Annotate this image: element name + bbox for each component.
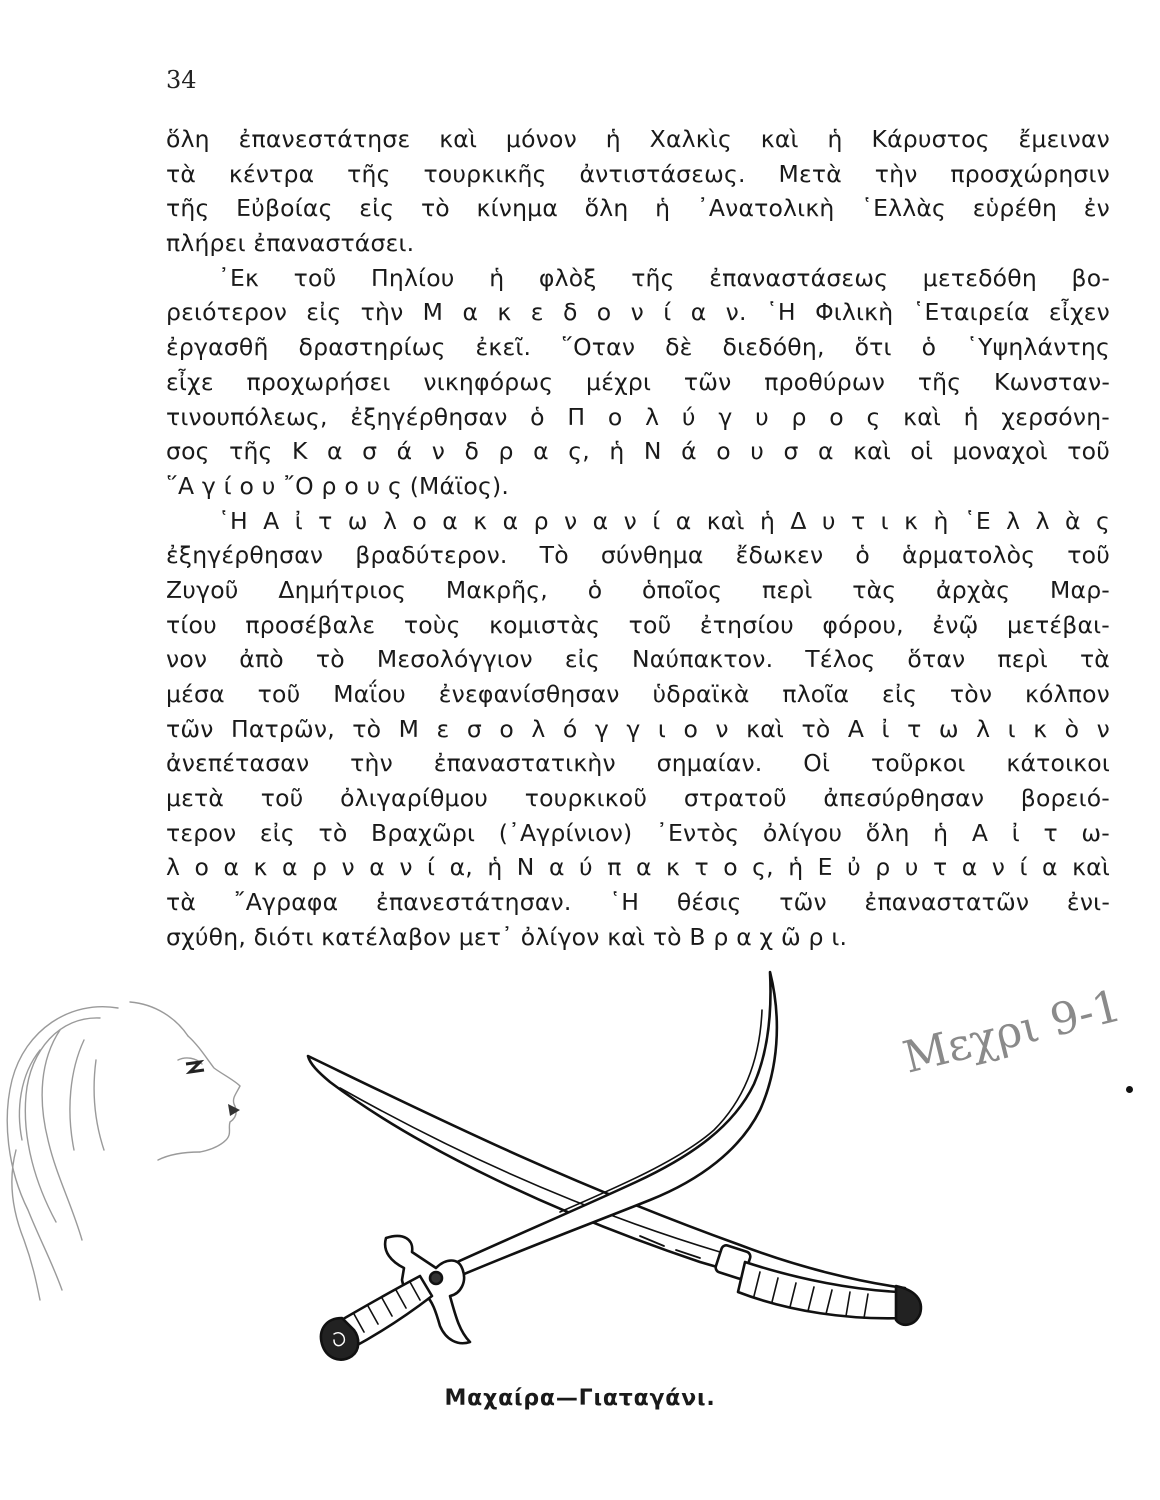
text-line-13: ἐξηγέρθησαν βραδύτερον. Τὸ σύνθημα ἔδωκεν ὁ ἁρματολὸς τοῦ [166, 541, 1110, 570]
illustration-caption: Μαχαίρα—Γιαταγάνι. [444, 1386, 716, 1411]
body-text [166, 122, 1110, 955]
text-line-23: τὰ ῎Αγραφα ἐπανεστάτησαν. ῾Η θέσις τῶν ἐπαναστατῶν ἐνι- [166, 888, 1110, 917]
ink-dot [1126, 1086, 1133, 1093]
text-line-4: πλήρει ἐπαναστάσει. [166, 229, 415, 258]
illustration-area [0, 960, 1160, 1380]
text-line-9: τινουπόλεως, ἐξηγέρθησαν ὁ Π ο λ ύ γ υ ρ ο ς καὶ ἡ χερσόνη- [166, 402, 1110, 431]
text-line-1: ὅλη ἐπανεστάτησε καὶ μόνον ἡ Χαλκὶς καὶ ἡ Κάρυστος ἔμειναν [166, 125, 1110, 153]
page-number: 34 [166, 66, 197, 94]
text-line-10: σος τῆς Κ α σ ά ν δ ρ α ς, ἡ Ν ά ο υ σ α καὶ οἱ μοναχοὶ τοῦ [166, 437, 1110, 466]
text-line-17: μέσα τοῦ Μαΐου ἐνεφανίσθησαν ὑδραϊκὰ πλοῖα εἰς τὸν κόλπον [166, 680, 1110, 708]
text-line-6: ρειότερον εἰς τὴν Μ α κ ε δ ο ν ί α ν. ῾Η Φιλικὴ ῾Εταιρεία εἶχεν [166, 298, 1110, 327]
womans-profile-sketch [7, 1002, 240, 1300]
text-line-2: τὰ κέντρα τῆς τουρκικῆς ἀντιστάσεως. Μετὰ τὴν προσχώρησιν [166, 159, 1110, 188]
text-line-19: ἀνεπέτασαν τὴν ἐπαναστατικὴν σημαίαν. Οἱ τοῦρκοι κάτοικοι [166, 749, 1110, 778]
text-line-8: εἶχε προχωρήσει νικηφόρως μέχρι τῶν προθύρων τῆς Κωνσταν- [166, 367, 1110, 396]
crossed-swords-icon [308, 972, 921, 1360]
text-line-22: λ ο α κ α ρ ν α ν ί α, ἡ Ν α ύ π α κ τ ο ς, ἡ Ε ὐ ρ υ τ α ν ί α καὶ [166, 853, 1110, 882]
text-line-24: σχύθη, διότι κατέλαβον μετ᾿ ὀλίγον καὶ τὸ Β ρ α χ ῶ ρ ι. [166, 922, 848, 951]
text-line-14: Ζυγοῦ Δημήτριος Μακρῆς, ὁ ὁποῖος περὶ τὰς ἀρχὰς Μαρ- [166, 575, 1110, 604]
text-line-21: τερον εἰς τὸ Βραχῶρι (᾿Αγρίνιον) ᾿Εντὸς ὀλίγου ὅλη ἡ Α ἰ τ ω- [166, 818, 1110, 847]
text-line-15: τίου προσέβαλε τοὺς κομιστὰς τοῦ ἐτησίου φόρου, ἐνῷ μετέβαι- [166, 610, 1110, 639]
text-line-20: μετὰ τοῦ ὀλιγαρίθμου τουρκικοῦ στρατοῦ ἀπεσύρθησαν βορειό- [166, 784, 1110, 813]
text-line-12: ῾Η Α ἰ τ ω λ ο α κ α ρ ν α ν ί α καὶ ἡ Δ υ τ ι κ ὴ ῾Ε λ λ ὰ ς [218, 506, 1110, 535]
handwritten-note: Μεχρι 9-1 [898, 980, 1127, 1084]
text-line-16: νον ἀπὸ τὸ Μεσολόγγιον εἰς Ναύπακτον. Τέλος ὅταν περὶ τὰ [166, 645, 1110, 674]
text-line-7: ἐργασθῆ δραστηρίως ἐκεῖ. ῞Οταν δὲ διεδόθη, ὅτι ὁ ῾Υψηλάντης [166, 333, 1110, 362]
text-line-18: τῶν Πατρῶν, τὸ Μ ε σ ο λ ό γ γ ι ο ν καὶ τὸ Α ἰ τ ω λ ι κ ὸ ν [166, 714, 1110, 743]
text-line-5: ᾿Εκ τοῦ Πηλίου ἡ φλὸξ τῆς ἐπαναστάσεως μετεδόθη βο- [218, 263, 1110, 292]
text-line-11: ῞Α γ ί ο υ ῎Ο ρ ο υ ς (Μάϊος). [166, 471, 509, 500]
sketch-lips-mark [228, 1104, 240, 1116]
text-line-3: τῆς Εὐβοίας εἰς τὸ κίνημα ὅλη ἡ ᾿Ανατολικὴ ῾Ελλὰς εὑρέθη ἐν [166, 194, 1110, 223]
